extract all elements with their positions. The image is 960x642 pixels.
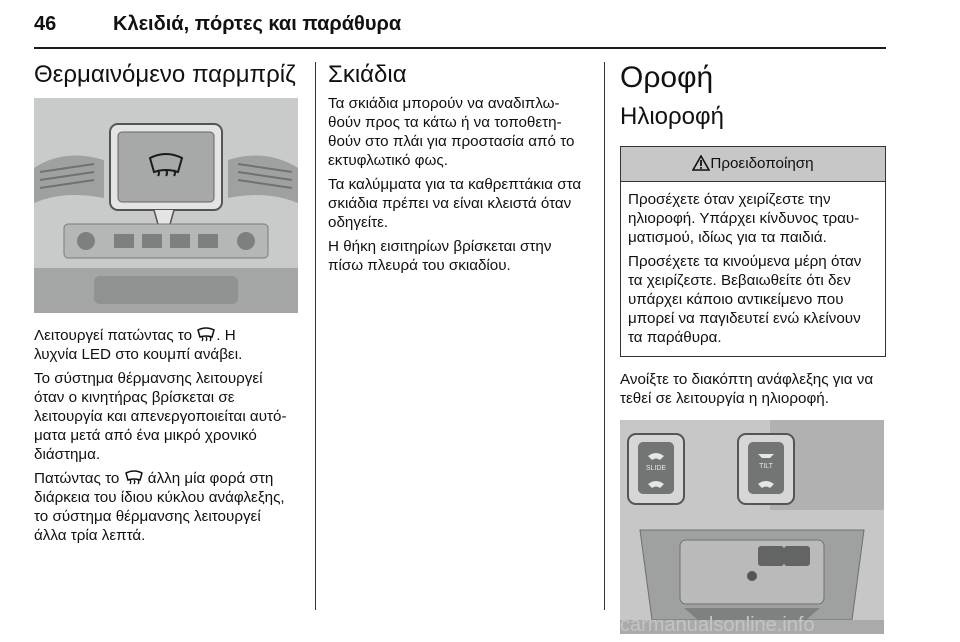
section-heading-roof: Οροφή [620, 61, 714, 94]
watermark: carmanualsonline.info [620, 614, 815, 636]
warning-header [621, 147, 885, 182]
warning-paragraph-1 [628, 190, 878, 247]
text-line: τα παράθυρα. [628, 329, 722, 346]
text-line: ματα μετά από ένα μικρό χρονικό [34, 427, 257, 444]
warning-box [620, 146, 886, 357]
warning-paragraph-2 [628, 252, 878, 347]
text-line: ηλιοροφή. Υπάρχει κίνδυνος τραυ- [628, 210, 860, 227]
text-line: . Η [216, 327, 236, 344]
text-line: Ανοίξτε το διακόπτη ανάφλεξης για να [620, 371, 874, 388]
text-line: υπάρχει κάποιο αντικείμενο που [628, 291, 844, 308]
dashboard-illustration [34, 98, 298, 313]
paragraph-visors-fold [328, 94, 596, 170]
column-sun-visors [328, 60, 596, 280]
text-line: λυχνία LED στο κουμπί ανάβει. [34, 346, 243, 363]
text-line: λειτουργία και απενεργοποιείται αυτό- [34, 408, 287, 425]
text-line: Τα σκιάδια μπορούν να αναδιπλω- [328, 95, 560, 112]
warning-title: Προειδοποίηση [710, 155, 814, 172]
heated-windscreen-icon [196, 327, 216, 343]
paragraph-system [34, 369, 304, 464]
page-header [0, 0, 960, 50]
text-line: Λειτουργεί πατώντας το [34, 327, 193, 344]
text-line: άλλα τρία λεπτά. [34, 527, 146, 544]
warning-triangle-icon [692, 155, 710, 171]
dashboard-illustration-svg [34, 98, 298, 313]
text-line: μπορεί να παγιδευτεί ενώ κλείνουν [628, 310, 861, 327]
text-line: διάρκεια του ίδιου κύκλου ανάφλεξης, [34, 489, 285, 506]
text-line: Το σύστημα θέρμανσης λειτουργεί [34, 370, 263, 387]
text-line: θούν προς τα κάτω ή να τοποθετη- [328, 114, 562, 131]
text-line: εκτυφλωτικό φως. [328, 152, 448, 169]
text-line: ματισμού, ιδίως για τα παιδιά. [628, 229, 827, 246]
warning-body [621, 182, 885, 356]
text-line: σκιάδια πρέπει να είναι κλειστά όταν [328, 195, 572, 212]
sunroof-controls-svg [620, 420, 884, 634]
text-line: Προσέχετε όταν χειρίζεστε την [628, 191, 831, 208]
text-line: Πατώντας το [34, 470, 120, 487]
paragraph-operation [34, 326, 304, 364]
paragraph-ticket-holder [328, 237, 596, 275]
column-heated-windscreen [34, 60, 304, 550]
slide-button-label: SLIDE [645, 465, 667, 472]
tilt-button-label: TILT [759, 463, 773, 470]
column-roof [620, 60, 886, 634]
text-line: Η θήκη εισιτηρίων βρίσκεται στην [328, 238, 552, 255]
paragraph-ignition [620, 370, 886, 408]
text-line: όταν ο κινητήρας βρίσκεται σε [34, 389, 235, 406]
paragraph-mirror-covers [328, 175, 596, 232]
paragraph-press-again [34, 469, 304, 545]
section-heading-heated-windscreen: Θερμαινόμενο παρμπρίζ [34, 61, 296, 88]
column-divider-2 [604, 62, 605, 610]
section-heading-sun-visors: Σκιάδια [328, 61, 407, 88]
chapter-title: Κλειδιά, πόρτες και παράθυρα [113, 13, 402, 35]
subheading-sunroof: Ηλιοροφή [620, 103, 724, 130]
page-number: 46 [34, 13, 57, 35]
text-line: θούν στο πλάι για προστασία από το [328, 133, 575, 150]
header-rule [34, 47, 886, 49]
text-line: τεθεί σε λειτουργία η ηλιοροφή. [620, 390, 829, 407]
heated-windscreen-icon [124, 470, 144, 486]
text-line: το σύστημα θέρμανσης λειτουργεί [34, 508, 261, 525]
text-line: διάστημα. [34, 446, 101, 463]
text-line: τα χειρίζεστε. Βεβαιωθείτε ότι δεν [628, 272, 851, 289]
text-line: Προσέχετε τα κινούμενα μέρη όταν [628, 253, 862, 270]
column-divider-1 [315, 62, 316, 610]
text-line: πίσω πλευρά του σκιαδίου. [328, 257, 511, 274]
text-line: οδηγείτε. [328, 214, 389, 231]
sunroof-controls-illustration [620, 420, 884, 634]
text-line: Τα καλύμματα για τα καθρεπτάκια στα [328, 176, 582, 193]
text-line: άλλη μία φορά στη [147, 470, 274, 487]
